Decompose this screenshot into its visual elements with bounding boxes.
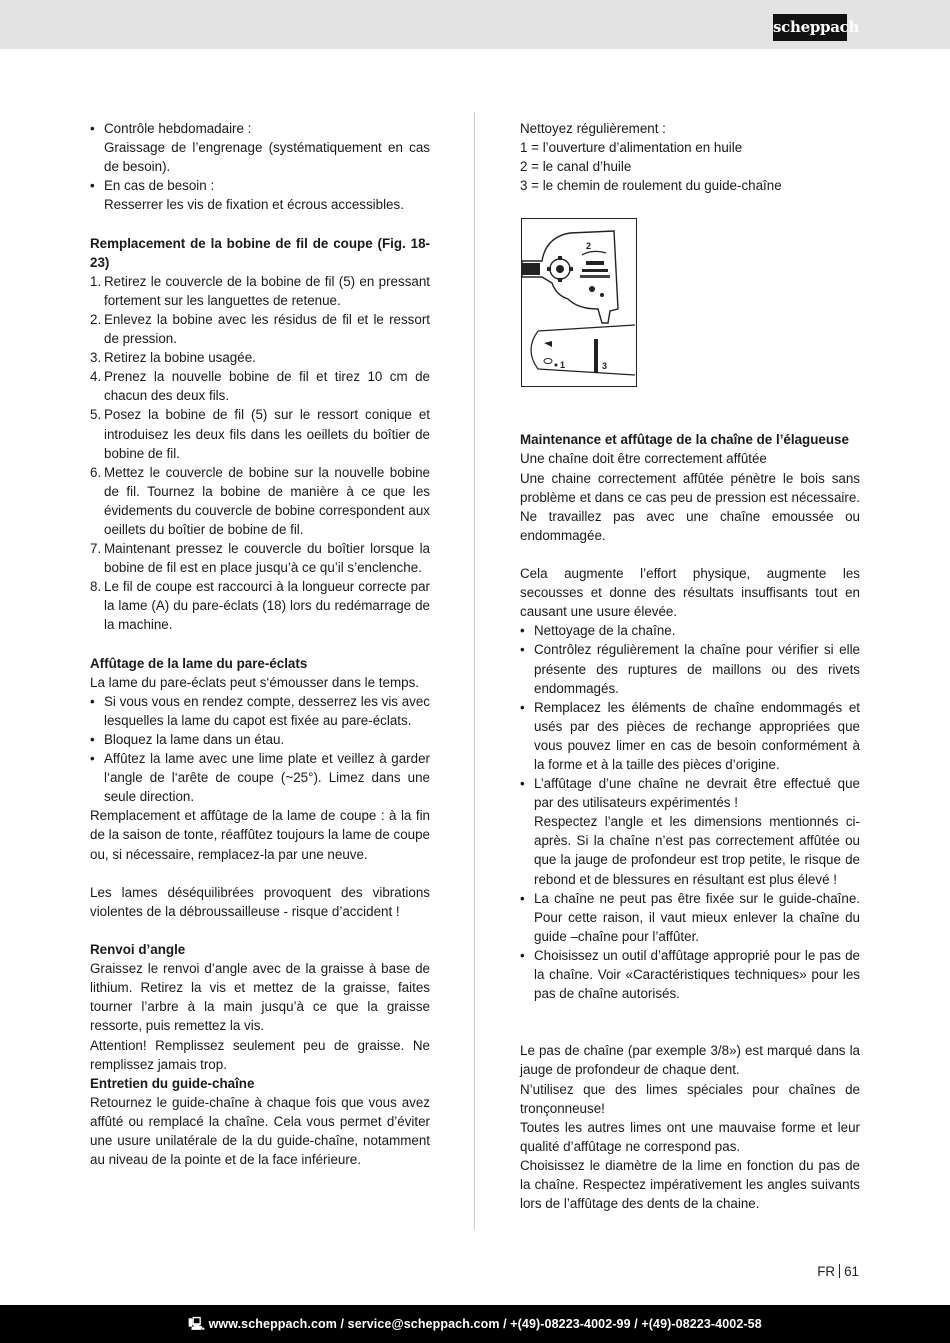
paragraph: Remplacement et affûtage de la lame de coupe : à la fin de la saison de tonte, réaffûtez toujours la lame de coupe ou, si nécessaire, remplacez-la par une neuve.: [90, 808, 430, 862]
section-heading-blade: Affûtage de la lame du pare-éclats: [90, 655, 308, 671]
list-item: 2. Enlevez la bobine avec les résidus de fil et le ressort de pression.: [90, 311, 430, 347]
list-item: 6. Mettez le couvercle de bobine sur la nouvelle bobine de fil. Tournez la bobine de manière à ce que les évidements du couvercle de bobine correspondent aux oeillets du boîtier de bobine de fil.: [90, 464, 430, 537]
figure-label-1: 1: [560, 360, 566, 370]
list-item: 5. Posez la bobine de fil (5) sur le ressort conique et introduisez les deux fils dans les oeillets du boîtier de bobine de fil.: [90, 407, 430, 461]
paragraph: Choisissez le diamètre de la lime en fonction du pas de la chaîne. Respectez impérativement les angles suivants lors de l’affûtage des dents de la chaine.: [520, 1157, 860, 1212]
monitor-icon: 🖳: [188, 1317, 206, 1331]
figure-label-3: 3: [602, 361, 608, 371]
footer-bar: [0, 1305, 950, 1343]
header-bar: [0, 0, 950, 49]
list-item: • Remplacez les éléments de chaîne endommagés et usés par des pièces de rechange appropriées que vous pouvez limer en cas de besoin conformément à la forme et à la taille des pièces d’origine.: [520, 698, 860, 774]
paragraph: Attention! Remplissez seulement peu de graisse. Ne remplissez jamais trop.: [90, 1037, 430, 1072]
bullet-label: • En cas de besoin :: [104, 178, 215, 194]
list-item: • Bloquez la lame dans un étau.: [90, 730, 430, 749]
footer-contact: www.scheppach.com / service@scheppach.com / +(49)-08223-4002-99 / +(49)-08223-4002-58: [208, 1317, 762, 1331]
list-item: • Affûtez la lame avec une lime plate et veillez à garder l‘angle de l‘arête de coupe (~25°). Limez dans une seule direction.: [90, 749, 430, 806]
paragraph: La lame du pare-éclats peut s‘émousser dans le temps.: [90, 674, 419, 690]
list-item: • La chaîne ne peut pas être fixée sur le guide-chaîne. Pour cette raison, il vaut mieux enlever la chaîne du guide –chaîne pour l’affûter.: [520, 889, 860, 946]
list-item: 3 = le chemin de roulement du guide-chaîne: [520, 178, 782, 194]
list-item: • Nettoyage de la chaîne.: [520, 621, 860, 640]
paragraph: Une chaine correctement affûtée pénètre le bois sans problème et dans ce cas peu de pression est nécessaire. Ne travaillez pas avec une chaîne emoussée ou endommagée.: [520, 470, 860, 543]
paragraph: N’utilisez que des limes spéciales pour chaînes de tronçonneuse!: [520, 1081, 860, 1116]
section-heading-chain: Maintenance et affûtage de la chaîne de l’élagueuse: [520, 432, 849, 448]
list-item: 1 = l’ouverture d’alimentation en huile: [520, 140, 743, 156]
left-column: [90, 119, 430, 1169]
brand-logo: scheppach: [773, 14, 847, 41]
bullet-detail: Graissage de l’engrenage (systématiquement en cas de besoin).: [104, 140, 430, 175]
section-heading-spool: Remplacement de la bobine de fil de coupe (Fig. 18-23): [90, 235, 430, 270]
list-item: • L’affûtage d’une chaîne ne devrait être effectué que par des utilisateurs expérimentés !: [520, 774, 860, 812]
page-number-value: 61: [844, 1264, 859, 1279]
list-item: 7. Maintenant pressez le couvercle du boîtier lorsque la bobine de fil est en place jusqu’à ce qu’il s’enclenche.: [90, 541, 430, 576]
list-item: • Si vous vous en rendez compte, desserrez les vis avec lesquelles la lame du capot est fixée au pare-éclats.: [90, 692, 430, 730]
bullet-label: • Contrôle hebdomadaire :: [104, 121, 252, 136]
bullet-detail: Resserrer les vis de fixation et écrous accessibles.: [104, 197, 404, 213]
paragraph: Nettoyez régulièrement :: [520, 121, 666, 136]
list-item: 8. Le fil de coupe est raccourci à la longueur correcte par la lame (A) du pare-éclats (18) lors du redémarrage de la machine.: [90, 579, 430, 633]
section-heading-guide: Entretien du guide-chaîne: [90, 1075, 255, 1091]
list-item: 2 = le canal d’huile: [520, 159, 632, 175]
paragraph: Retournez le guide-chaîne à chaque fois que vous avez affûté ou remplacé la chaîne. Cela vous permet d’éviter une usure unilatérale de la du guide-chaîne, notamment au niveau de la pointe et de la face inférieure.: [90, 1094, 430, 1168]
page-number: [817, 1264, 859, 1279]
list-item: • Choisissez un outil d’affûtage approprié pour le pas de la chaîne. Voir «Caractéristiques techniques» pour les pas de chaîne autorisés.: [520, 946, 860, 1003]
paragraph: Respectez l’angle et les dimensions mentionnés ci-après. Si la chaîne n’est pas correctement affûtée ou que la jauge de profondeur est trop petite, le risque de rebond et de blessures en résultant est plus élevé !: [534, 814, 860, 887]
list-item: 1. Retirez le couvercle de la bobine de fil (5) en pressant fortement sur les languettes de retenue.: [90, 273, 430, 308]
list-item: • Contrôlez régulièrement la chaîne pour vérifier si elle présente des ruptures de maillons ou des rivets endommagés.: [520, 640, 860, 697]
paragraph: Le pas de chaîne (par exemple 3/8») est marqué dans la jauge de profondeur de chaque dent.: [520, 1043, 860, 1078]
list-item: 3. Retirez la bobine usagée.: [90, 350, 256, 366]
column-divider: [474, 112, 475, 1230]
paragraph-warning: Les lames déséquilibrées provoquent des vibrations violentes de la débroussailleuse - risque d’accident !: [90, 884, 430, 919]
list-item: [90, 119, 430, 176]
chain-guide-illustration: [522, 219, 635, 385]
paragraph: Toutes les autres limes ont une mauvaise forme et leur qualité d’affûtage ne correspond pas.: [520, 1119, 860, 1154]
list-item: [90, 176, 430, 214]
paragraph: Cela augmente l’effort physique, augmente les secousses et donne des résultats insuffisants tout en causant une usure élevée.: [520, 566, 860, 620]
section-heading-gear: Renvoi d’angle: [90, 942, 186, 958]
paragraph: Graissez le renvoi d’angle avec de la graisse à base de lithium. Retirez la vis et mettez de la graisse, faites tourner l’arbre à la main jusqu’à ce que la graisse ressorte, puis remettez la vis.: [90, 961, 430, 1034]
paragraph: Une chaîne doit être correctement affûtée: [520, 451, 767, 467]
figure-label-2: 2: [586, 241, 592, 251]
page-language: FR: [817, 1264, 836, 1279]
list-item: 4. Prenez la nouvelle bobine de fil et tirez 10 cm de chacun des deux fils.: [90, 369, 430, 404]
figure-chain-guide: [521, 218, 637, 387]
